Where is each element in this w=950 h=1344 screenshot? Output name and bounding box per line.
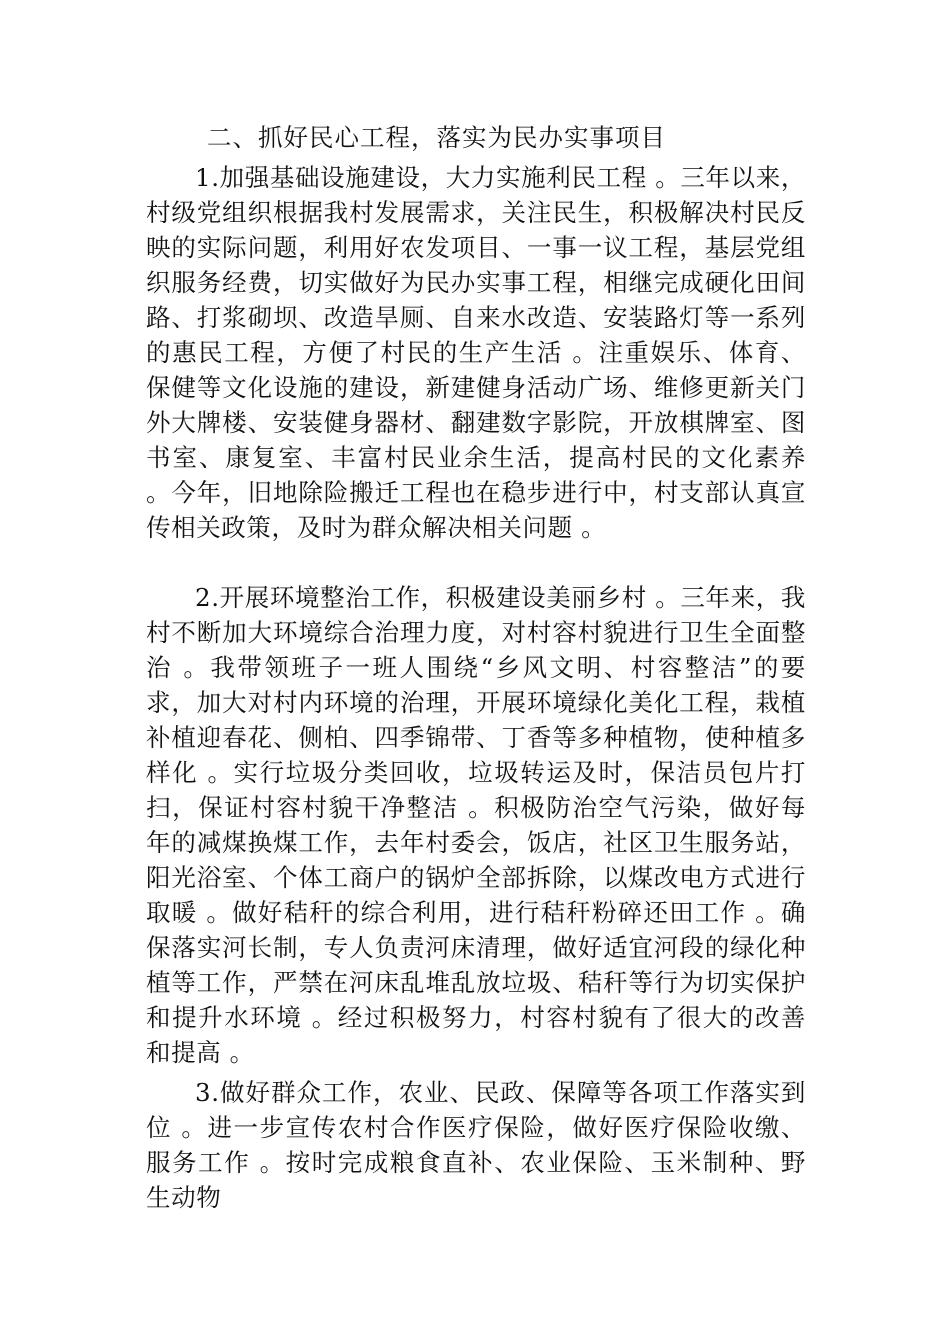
paragraph-1-block — [146, 160, 806, 545]
paragraph-2-block — [146, 580, 806, 1070]
section-heading: 二、抓好民心工程，落实为民办实事项目 — [207, 123, 666, 152]
paragraph-2: 2.开展环境整治工作，积极建设美丽乡村 。三年来，我村不断加大环境综合治理力度，对村容村貌进行卫生全面整治 。我带领班子一班人围绕“乡风文明、村容整洁”的要求，加大对村内环境的治理，开展环境绿化美化工程，栽植补植迎春花、侧柏、四季锦带、丁香等多种植物，使种植多样化 。实行垃圾分类回收，垃圾转运及时，保洁员包片打扫，保证村容村貌干净整洁 。积极防治空气污染，做好每年的减煤换煤工作，去年村委会，饭店，社区卫生服务站，阳光浴室、个体工商户的锅炉全部拆除，以煤改电方式进行取暖 。做好秸秆的综合利用，进行秸秆粉碎还田工作 。确保落实河长制，专人负责河床清理，做好适宜河段的绿化种植等工作，严禁在河床乱堆乱放垃圾、秸秆等行为切实保护和提升水环境 。经过积极努力，村容村貌有了很大的改善和提高 。 — [146, 583, 806, 1067]
paragraph-1: 1.加强基础设施建设，大力实施利民工程 。三年以来，村级党组织根据我村发展需求，关注民生，积极解决村民反映的实际问题，利用好农发项目、一事一议工程，基层党组织服务经费，切实做好为民办实事工程，相继完成硬化田间路、打浆砌坝、改造旱厕、自来水改造、安装路灯等一系列的惠民工程，方便了村民的生产生活 。注重娱乐、体育、保健等文化设施的建设，新建健身活动广场、维修更新关门外大牌楼、安装健身器材、翻建数字影院，开放棋牌室、图书室、康复室、丰富村民业余生活，提高村民的文化素养 。今年，旧地除险搬迁工程也在稳步进行中，村支部认真宣传相关政策，及时为群众解决相关问题 。 — [146, 163, 806, 542]
paragraph-3: 3.做好群众工作，农业、民政、保障等各项工作落实到位 。进一步宣传农村合作医疗保险，做好医疗保险收缴、服务工作 。按时完成粮食直补、农业保险、玉米制种、野生动物 — [146, 1078, 806, 1212]
paragraph-3-block — [146, 1075, 806, 1215]
